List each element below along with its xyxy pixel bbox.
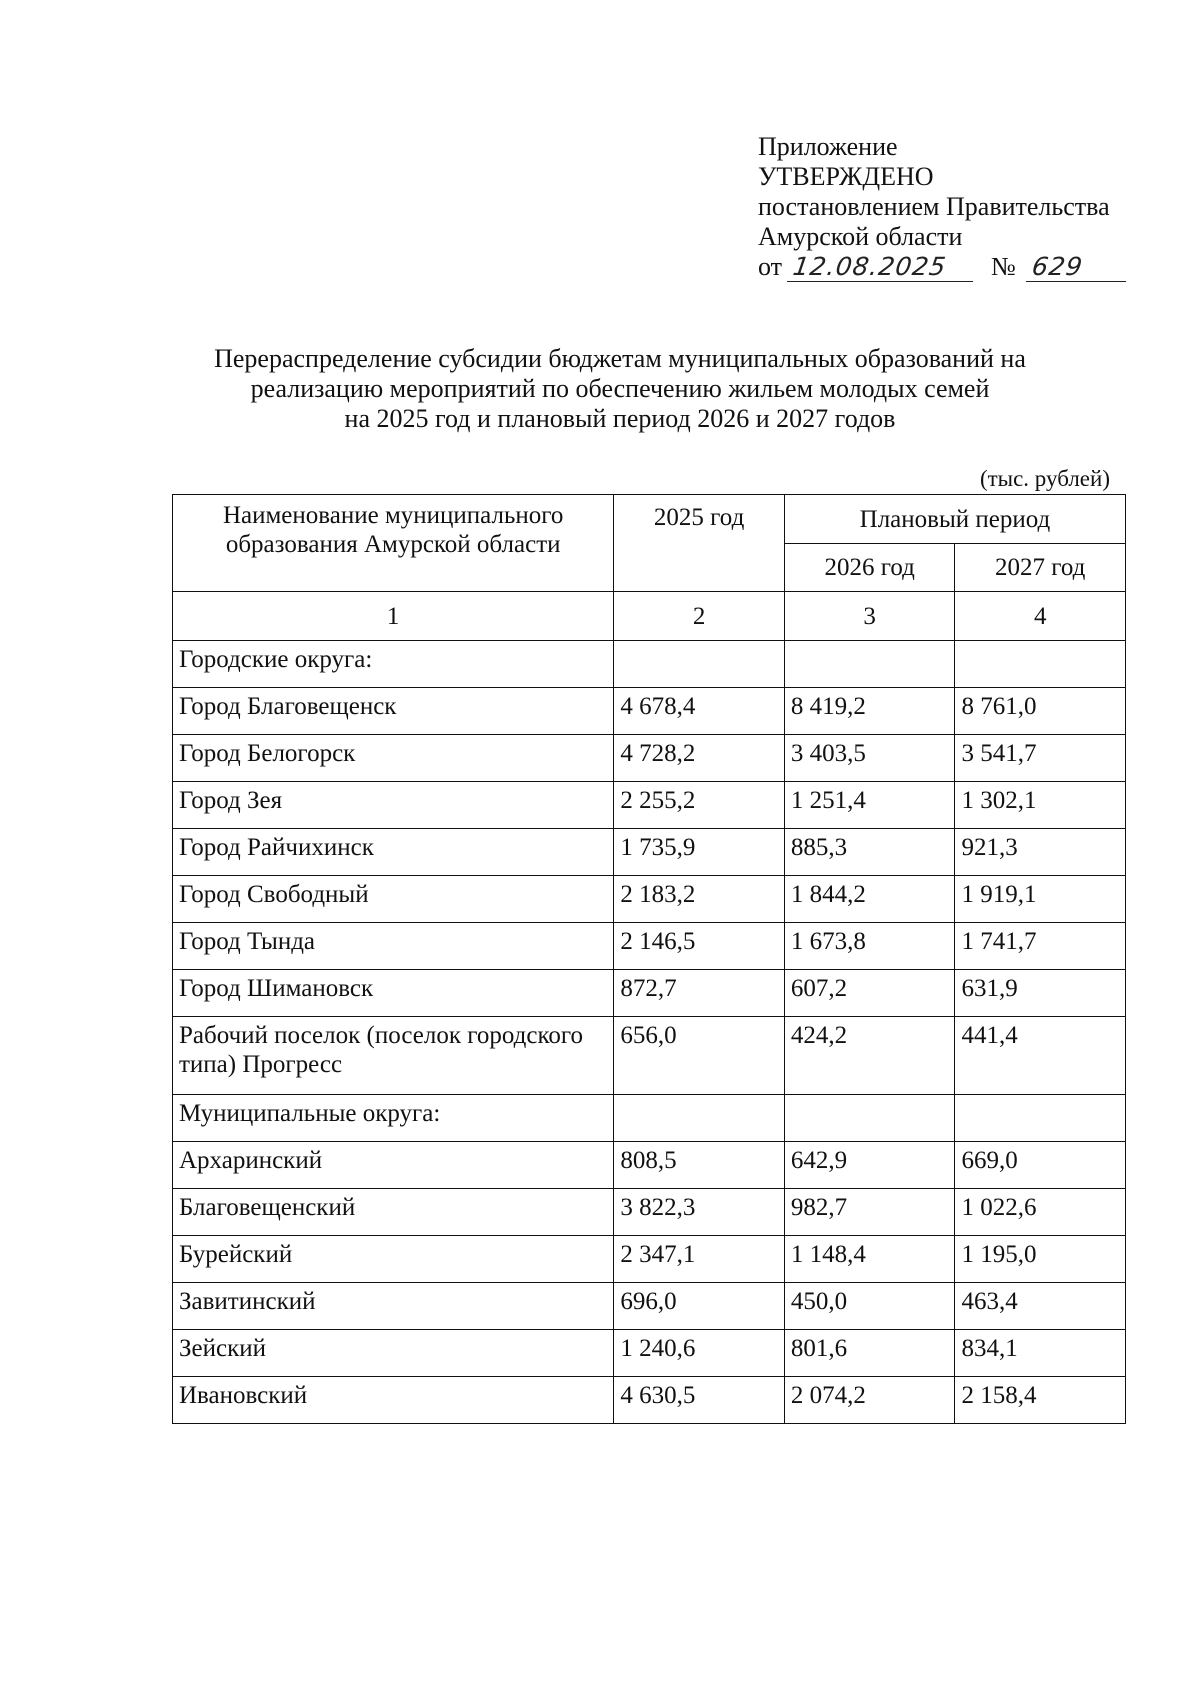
value-2025: 1 240,6 (614, 1330, 785, 1377)
column-number-row (173, 592, 1126, 641)
value-2027: 1 302,1 (955, 782, 1126, 829)
value-2027: 669,0 (955, 1142, 1126, 1189)
value-2025: 4 728,2 (614, 735, 785, 782)
table-row (173, 1236, 1126, 1283)
table-row (173, 876, 1126, 923)
value-2027: 1 741,7 (955, 923, 1126, 970)
region-label: Амурской области (758, 222, 963, 251)
value-2026: 3 403,5 (784, 735, 955, 782)
table-row (173, 1142, 1126, 1189)
table-row (173, 782, 1126, 829)
value-2025 (614, 1095, 785, 1142)
value-2027: 1 195,0 (955, 1236, 1126, 1283)
value-2026 (784, 1095, 955, 1142)
value-2026: 1 148,4 (784, 1236, 955, 1283)
date-prefix: от (758, 252, 783, 281)
header-year-2026: 2026 год (784, 544, 955, 592)
appendix-label: Приложение (758, 132, 898, 161)
municipality-name: Бурейский (173, 1236, 614, 1283)
value-2027 (955, 641, 1126, 688)
value-2026: 642,9 (784, 1142, 955, 1189)
municipality-name: Благовещенский (173, 1189, 614, 1236)
municipality-name: Городские округа: (173, 641, 614, 688)
table-row (173, 641, 1126, 688)
number-sign: № (991, 252, 1016, 281)
table-row (173, 1377, 1126, 1424)
value-2025: 2 146,5 (614, 923, 785, 970)
handwritten-date: 12.08.2025 (786, 253, 976, 282)
value-2026: 424,2 (784, 1017, 955, 1095)
value-2025: 2 347,1 (614, 1236, 785, 1283)
subsidy-table (172, 494, 1126, 1424)
value-2026 (784, 641, 955, 688)
municipality-name: Город Райчихинск (173, 829, 614, 876)
approval-block (758, 132, 1128, 282)
municipality-name: Архаринский (173, 1142, 614, 1189)
value-2025: 3 822,3 (614, 1189, 785, 1236)
value-2027: 921,3 (955, 829, 1126, 876)
value-2025: 696,0 (614, 1283, 785, 1330)
header-municipality: Наименование муниципального образования Амурской области (173, 495, 614, 592)
table-row (173, 1095, 1126, 1142)
column-number: 4 (955, 592, 1126, 641)
value-2026: 8 419,2 (784, 688, 955, 735)
column-number: 1 (173, 592, 614, 641)
table-row (173, 1017, 1126, 1095)
value-2025: 4 630,5 (614, 1377, 785, 1424)
value-2026: 1 673,8 (784, 923, 955, 970)
value-2026: 607,2 (784, 970, 955, 1017)
document-title (140, 344, 1100, 434)
handwritten-number: 629 (1026, 253, 1130, 282)
resolution-label: постановлением Правительства (758, 192, 1110, 221)
value-2026: 982,7 (784, 1189, 955, 1236)
header-year-2027: 2027 год (955, 544, 1126, 592)
value-2026: 1 844,2 (784, 876, 955, 923)
municipality-name: Город Белогорск (173, 735, 614, 782)
value-2026: 801,6 (784, 1330, 955, 1377)
value-2025 (614, 641, 785, 688)
table-row (173, 1189, 1126, 1236)
value-2027: 631,9 (955, 970, 1126, 1017)
municipality-name: Город Благовещенск (173, 688, 614, 735)
value-2027: 3 541,7 (955, 735, 1126, 782)
value-2025: 808,5 (614, 1142, 785, 1189)
value-2025: 872,7 (614, 970, 785, 1017)
value-2027: 1 919,1 (955, 876, 1126, 923)
header-year-2025: 2025 год (614, 495, 785, 592)
title-line-3: на 2025 год и плановый период 2026 и 2027 годов (344, 404, 896, 433)
value-2026: 1 251,4 (784, 782, 955, 829)
value-2026: 885,3 (784, 829, 955, 876)
table-row (173, 970, 1126, 1017)
value-2025: 656,0 (614, 1017, 785, 1095)
value-2025: 2 183,2 (614, 876, 785, 923)
municipality-name: Завитинский (173, 1283, 614, 1330)
municipality-name: Город Тында (173, 923, 614, 970)
approved-label: УТВЕРЖДЕНО (758, 162, 934, 191)
title-line-1: Перераспределение субсидии бюджетам муниципальных образований на (214, 344, 1026, 373)
value-2027: 463,4 (955, 1283, 1126, 1330)
date-number-line (758, 252, 1128, 282)
value-2027: 834,1 (955, 1330, 1126, 1377)
municipality-name: Рабочий поселок (поселок городского типа) Прогресс (173, 1017, 614, 1095)
municipality-name: Муниципальные округа: (173, 1095, 614, 1142)
table-row (173, 923, 1126, 970)
value-2027: 441,4 (955, 1017, 1126, 1095)
municipality-name: Город Свободный (173, 876, 614, 923)
table-row (173, 1330, 1126, 1377)
value-2027: 1 022,6 (955, 1189, 1126, 1236)
header-planned-period: Плановый период (784, 495, 1125, 544)
column-number: 3 (784, 592, 955, 641)
units-note: (тыс. рублей) (979, 466, 1110, 491)
value-2025: 4 678,4 (614, 688, 785, 735)
table-row (173, 688, 1126, 735)
municipality-name: Зейский (173, 1330, 614, 1377)
column-number: 2 (614, 592, 785, 641)
value-2026: 2 074,2 (784, 1377, 955, 1424)
value-2025: 1 735,9 (614, 829, 785, 876)
table-row (173, 829, 1126, 876)
value-2025: 2 255,2 (614, 782, 785, 829)
value-2026: 450,0 (784, 1283, 955, 1330)
title-line-2: реализацию мероприятий по обеспечению жильем молодых семей (250, 374, 990, 403)
municipality-name: Город Зея (173, 782, 614, 829)
value-2027: 8 761,0 (955, 688, 1126, 735)
value-2027 (955, 1095, 1126, 1142)
municipality-name: Город Шимановск (173, 970, 614, 1017)
value-2027: 2 158,4 (955, 1377, 1126, 1424)
municipality-name: Ивановский (173, 1377, 614, 1424)
table-row (173, 1283, 1126, 1330)
table-row (173, 735, 1126, 782)
